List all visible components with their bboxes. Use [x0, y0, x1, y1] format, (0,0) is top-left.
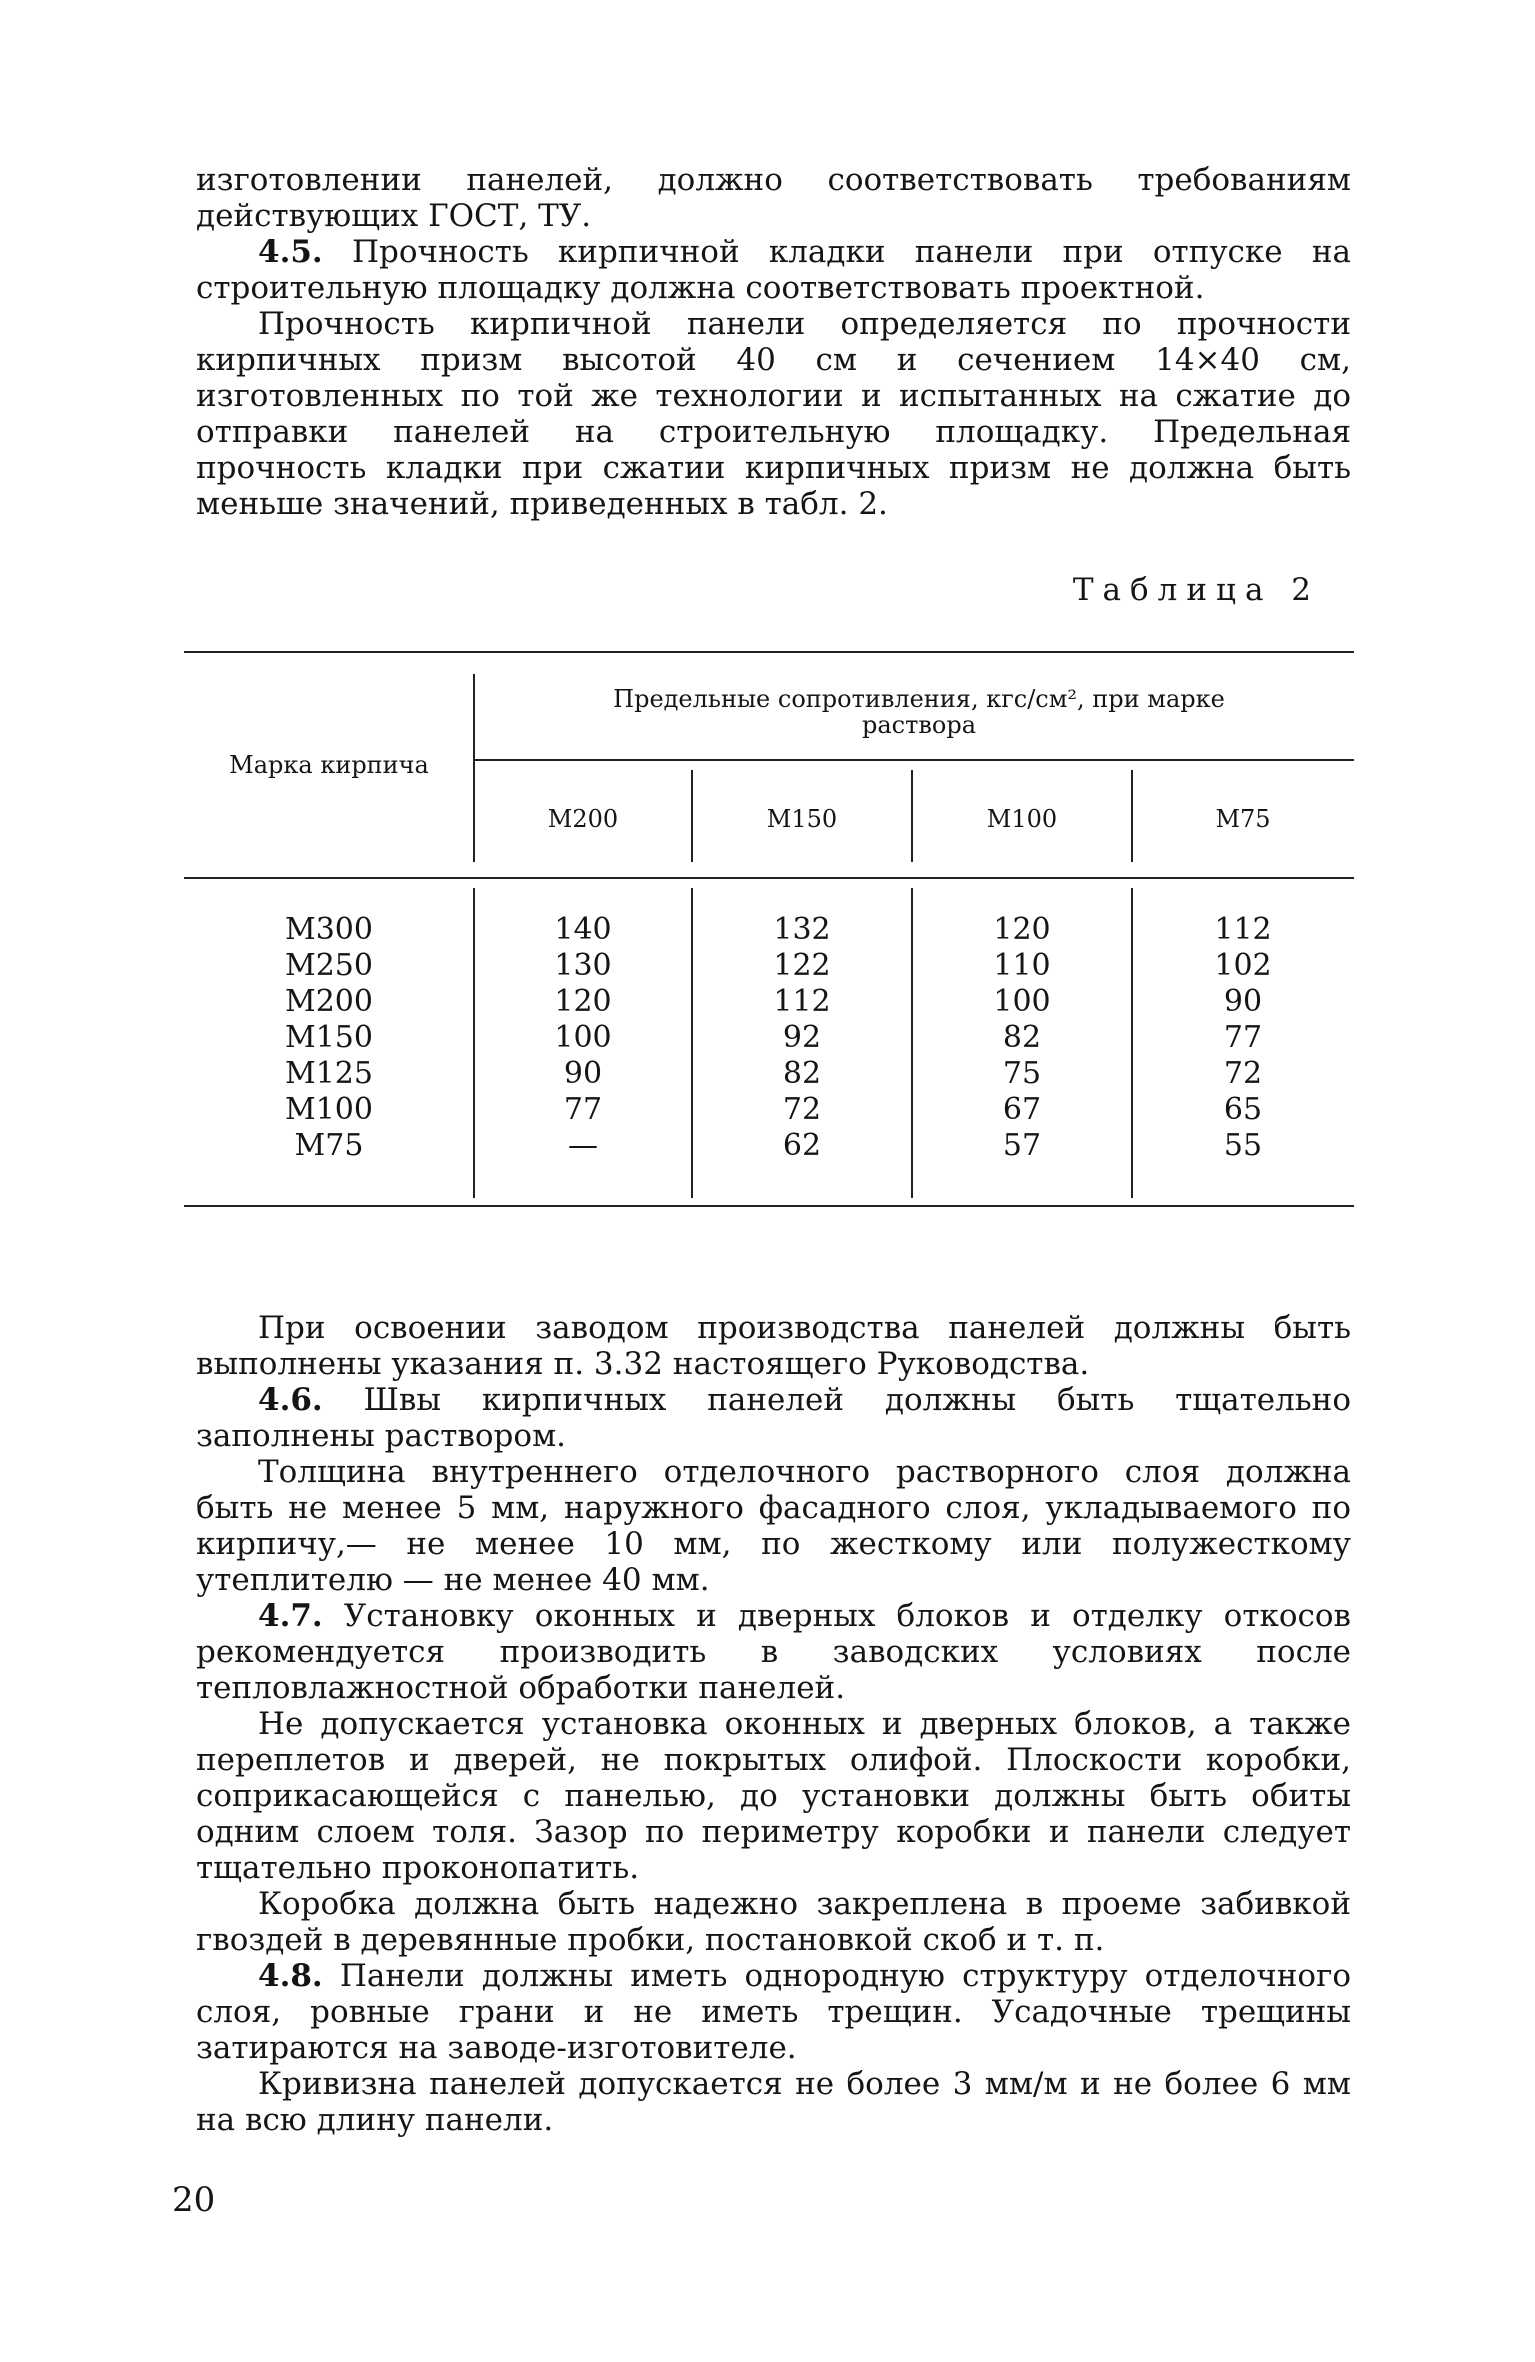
table-cell: 100 — [554, 1020, 612, 1055]
text-block-top — [196, 162, 1351, 522]
table-cell: 92 — [782, 1020, 822, 1055]
table-cell: 100 — [993, 984, 1051, 1019]
column-header: М150 — [766, 805, 838, 833]
table-caption: Таблица 2 — [1072, 572, 1320, 608]
table-cell: 122 — [773, 948, 831, 983]
table-cell: 90 — [1223, 984, 1263, 1019]
paragraph: Прочность кирпичной панели определяется по прочности кирпичных призм высотой 40 см и сечением 14×40 см, изготовленных по той же технологии и испытанных на сжатие до отправки панелей на строительную площадку. Предельная прочность кладки при сжатии кирпичных призм не должна быть меньше значений, приведенных в табл. 2. — [196, 306, 1351, 522]
table-cell: 132 — [773, 912, 831, 947]
column-header: М100 — [986, 805, 1058, 833]
table-cell: 130 — [554, 948, 612, 983]
table-cell-brand: М250 — [285, 948, 373, 983]
table-cell: 112 — [1214, 912, 1272, 947]
table-cell: 140 — [554, 912, 612, 947]
table-cell: 72 — [1223, 1056, 1263, 1091]
page-number: 20 — [172, 2180, 216, 2220]
table-cell: 110 — [993, 948, 1051, 983]
table-cell-brand: М300 — [285, 912, 373, 947]
table-cell: 82 — [1002, 1020, 1042, 1055]
table-cell-brand: М125 — [285, 1056, 373, 1091]
table-cell: 65 — [1223, 1092, 1263, 1127]
table-cell: 120 — [993, 912, 1051, 947]
table-cell: 55 — [1223, 1128, 1263, 1163]
table-cell: 57 — [1002, 1128, 1042, 1163]
table-cell: 77 — [1223, 1020, 1263, 1055]
table-cell: 77 — [563, 1092, 603, 1127]
table-cell: 82 — [782, 1056, 822, 1091]
paragraph: 4.8. Панели должны иметь однородную структуру отделочного слоя, ровные грани и не иметь трещин. Усадочные трещины затираются на заводе-изготовителе. — [196, 1958, 1351, 2066]
data-table — [184, 650, 1354, 1210]
column-header: М75 — [1215, 805, 1271, 833]
group-header: Предельные сопротивления, кгс/см², при марке раствора — [613, 685, 1225, 739]
table-cell: — — [568, 1128, 598, 1163]
paragraph: Толщина внутреннего отделочного растворного слоя должна быть не менее 5 мм, наружного фасадного слоя, укладываемого по кирпичу,— не менее 10 мм, по жесткому или полужесткому утеплителю — не менее 40 мм. — [196, 1454, 1351, 1598]
table-cell-brand: М200 — [285, 984, 373, 1019]
text-block-bottom — [196, 1310, 1351, 2138]
table-cell: 120 — [554, 984, 612, 1019]
row-header: Марка кирпича — [229, 751, 429, 779]
paragraph: 4.6. Швы кирпичных панелей должны быть тщательно заполнены раствором. — [196, 1382, 1351, 1454]
paragraph: 4.5. Прочность кирпичной кладки панели при отпуске на строительную площадку должна соответствовать проектной. — [196, 234, 1351, 306]
paragraph: Не допускается установка оконных и дверных блоков, а также переплетов и дверей, не покрытых олифой. Плоскости коробки, соприкасающейся с панелью, до установки должны быть обиты одним слоем толя. Зазор по периметру коробки и панели следует тщательно проконопатить. — [196, 1706, 1351, 1886]
paragraph: При освоении заводом производства панелей должны быть выполнены указания п. 3.32 настоящего Руководства. — [196, 1310, 1351, 1382]
column-header: М200 — [547, 805, 619, 833]
paragraph: Коробка должна быть надежно закреплена в проеме забивкой гвоздей в деревянные пробки, постановкой скоб и т. п. — [196, 1886, 1351, 1958]
table-cell-brand: М150 — [285, 1020, 373, 1055]
table-cell-brand: М75 — [294, 1128, 364, 1163]
table-cell: 72 — [782, 1092, 822, 1127]
paragraph: Кривизна панелей допускается не более 3 мм/м и не более 6 мм на всю длину панели. — [196, 2066, 1351, 2138]
table-cell: 75 — [1002, 1056, 1042, 1091]
table-cell-brand: М100 — [285, 1092, 373, 1127]
table-cell: 62 — [782, 1128, 822, 1163]
table-cell: 90 — [563, 1056, 603, 1091]
table-cell: 67 — [1002, 1092, 1042, 1127]
table-cell: 112 — [773, 984, 831, 1019]
paragraph: изготовлении панелей, должно соответствовать требованиям действующих ГОСТ, ТУ. — [196, 162, 1351, 234]
paragraph: 4.7. Установку оконных и дверных блоков и отделку откосов рекомендуется производить в заводских условиях после тепловлажностной обработки панелей. — [196, 1598, 1351, 1706]
table-cell: 102 — [1214, 948, 1272, 983]
